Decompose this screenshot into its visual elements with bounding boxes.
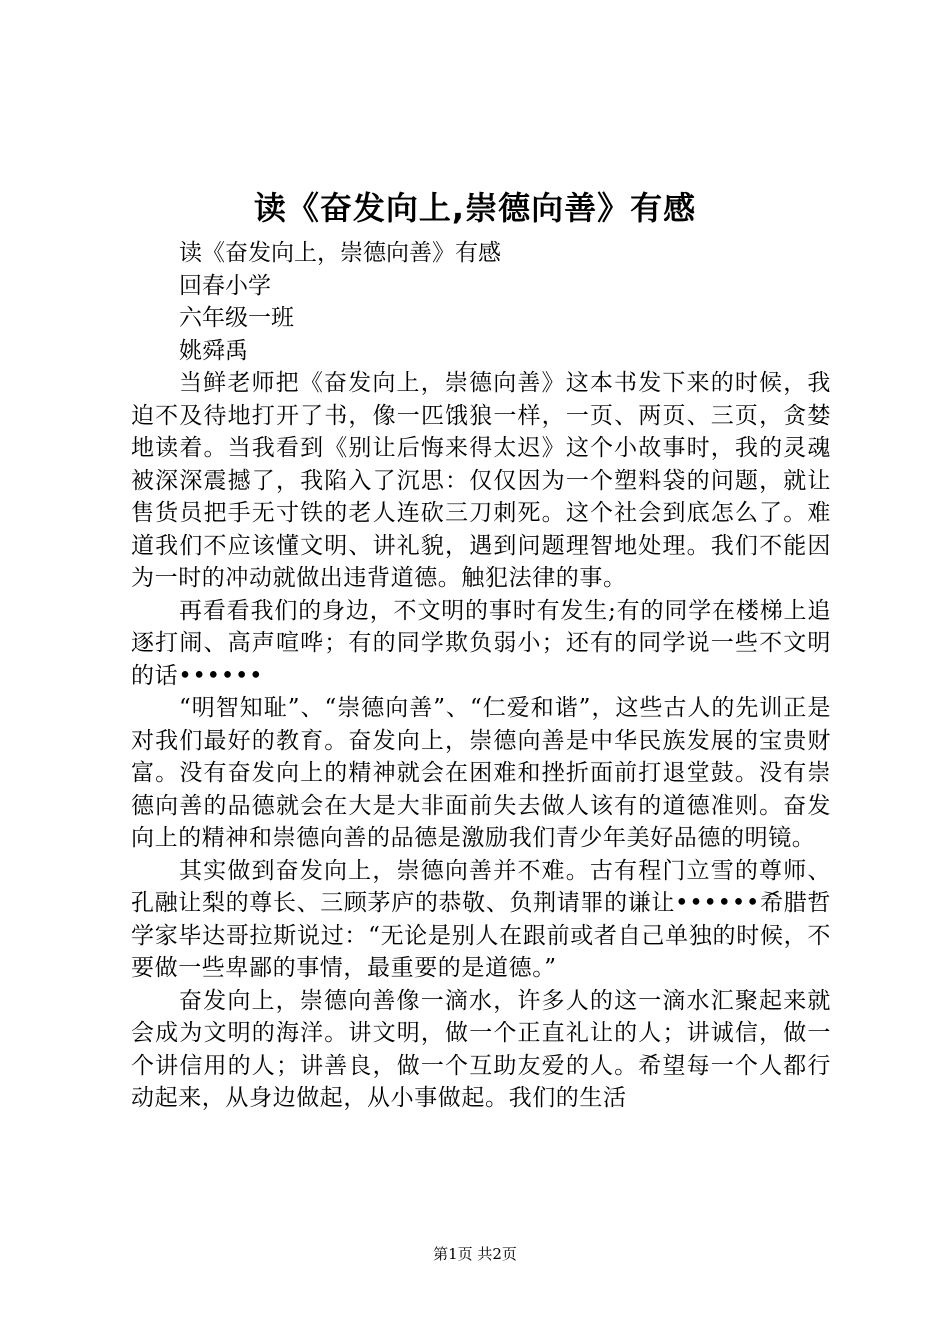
meta-author: 姚舜禹 [179,337,248,364]
meta-subtitle: 读《奋发向上，崇德向善》有感 [179,240,501,266]
paragraph: 奋发向上，崇德向善像一滴水，许多人的这一滴水汇聚起来就会成为文明的海洋。讲文明，做一个正直礼让的人；讲诚信，做一个讲信用的人；讲善良，做一个互助友爱的人。希望每一个人都行动起来，从身边做起，从小事做起。我们的生活 [131,987,831,1111]
page-indicator: 第1页 共2页 [433,1245,517,1263]
meta-school: 回春小学 [179,272,271,299]
document-title: 读《奋发向上,崇德向善》有感 [253,189,697,227]
paragraph: 其实做到奋发向上，崇德向善并不难。古有程门立雪的尊师、孔融让梨的尊长、三顾茅庐的恭敬、负荆请罪的谦让••••••希腊哲学家毕达哥拉斯说过：“无论是别人在跟前或者自己单独的时候，不要做一些卑鄙的事情，最重要的是道德。” [131,857,831,981]
meta-class: 六年级一班 [179,305,294,331]
paragraph: “明智知耻”、“崇德向善”、“仁爱和谐”，这些古人的先训正是对我们最好的教育。奋发向上，崇德向善是中华民族发展的宝贵财富。没有奋发向上的精神就会在困难和挫折面前打退堂鼓。没有崇德向善的品德就会在大是大非面前失去做人该有的道德准则。奋发向上的精神和崇德向善的品德是激励我们青少年美好品德的明镜。 [131,695,831,851]
paragraph: 再看看我们的身边，不文明的事时有发生;有的同学在楼梯上追逐打闹、高声喧哗；有的同学欺负弱小；还有的同学说一些不文明的话•••••• [131,597,831,689]
paragraph: 当鲜老师把《奋发向上，崇德向善》这本书发下来的时候，我迫不及待地打开了书，像一匹饿狼一样，一页、两页、三页，贪婪地读着。当我看到《别让后悔来得太迟》这个小故事时，我的灵魂被深深震撼了，我陷入了沉思：仅仅因为一个塑料袋的问题，就让售货员把手无寸铁的老人连砍三刀刺死。这个社会到底怎么了。难道我们不应该懂文明、讲礼貌，遇到问题理智地处理。我们不能因为一时的冲动就做出违背道德。触犯法律的事。 [131,370,831,591]
document-body [131,237,831,1115]
